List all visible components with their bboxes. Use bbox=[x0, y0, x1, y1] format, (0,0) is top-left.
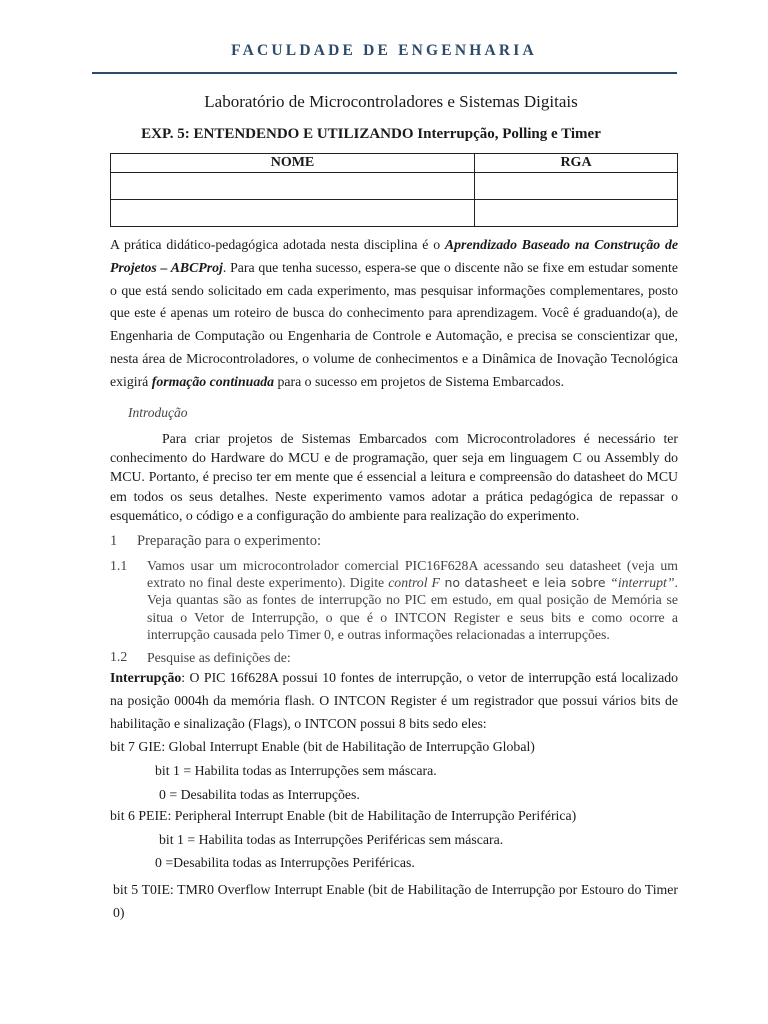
item-1-2-text: Pesquise as definições de: bbox=[147, 650, 291, 665]
bit-gie-line: bit 7 GIE: Global Interrupt Enable (bit de Habilitação de Interrupção Global) bbox=[110, 739, 535, 754]
bit-t0ie-line: bit 5 T0IE: TMR0 Overflow Interrupt Enable (bit de Habilitação de Interrupção por Estouro do Timer 0) bbox=[113, 882, 678, 920]
students-table bbox=[110, 153, 678, 227]
formacao-term: formação continuada bbox=[151, 373, 275, 389]
item-number: 1.2 bbox=[110, 649, 128, 664]
interrupcao-text: : O PIC 16f628A possui 10 fontes de interrupção, o vetor de interrupção está localizado na posição 0004h da memória flash. O INTCON Register é um registrador que possui vários bits de habilitação e sinalização (Flags), o INTCON possui 8 bits sedo eles: bbox=[110, 670, 678, 731]
item-1-1-text bbox=[147, 557, 678, 643]
name-cell[interactable] bbox=[111, 200, 475, 227]
item-text-part: Vamos usar um microcontrolador comercial PIC16F628A acessando seu datasheet (veja um extrato no final deste experimento). Digite bbox=[147, 558, 678, 591]
column-header-nome: NOME bbox=[111, 154, 475, 173]
section-number: 1 bbox=[110, 533, 118, 549]
table-row bbox=[111, 200, 678, 227]
lab-title: Laboratório de Microcontroladores e Sistemas Digitais bbox=[204, 92, 578, 111]
bit-peie-clear-line: 0 =Desabilita todas as Interrupções Periféricas. bbox=[155, 855, 415, 870]
intro-text: para o sucesso em projetos de Sistema Embarcados. bbox=[274, 373, 565, 389]
table-row bbox=[111, 173, 678, 200]
rga-cell[interactable] bbox=[475, 200, 678, 227]
bit-peie-line: bit 6 PEIE: Peripheral Interrupt Enable (bit de Habilitação de Interrupção Periférica) bbox=[110, 808, 577, 823]
item-text-part: . Veja quantas são as fontes de interrupção no PIC em estudo, em qual posição de Memória se situa o Vetor de Interrupção, o que é o INTCON Register e seus bits e como ocorre a interrupção causada pelo Timer 0, e outras informações relacionadas a interrupções. bbox=[147, 575, 678, 642]
item-number: 1.1 bbox=[110, 558, 128, 573]
intro-paragraph bbox=[110, 234, 678, 394]
intro-text: A prática didático-pedagógica adotada nesta disciplina é o bbox=[110, 237, 445, 252]
interrupcao-paragraph bbox=[110, 667, 678, 735]
table-header-row bbox=[111, 154, 678, 173]
item-text-part: no datasheet e leia sobre bbox=[439, 575, 611, 591]
name-cell[interactable] bbox=[111, 173, 475, 200]
institution-header: FACULDADE DE ENGENHARIA bbox=[231, 42, 537, 59]
column-header-rga: RGA bbox=[475, 154, 678, 173]
introducao-paragraph: Para criar projetos de Sistemas Embarcados com Microcontroladores é necessário ter conhecimento do Hardware do MCU e de programação, quer seja em linguagem C ou Assembly do MCU. Portanto, é preciso ter em mente que é essencial a leitura e compreensão do datasheet do MCU em todos os seus detalhes. Neste experimento vamos adotar a prática pedagógica de repassar o esquemático, o código e a configuração do ambiente para realização do experimento. bbox=[110, 431, 678, 523]
section-title: Preparação para o experimento: bbox=[137, 533, 321, 549]
bit-gie-clear-line: 0 = Desabilita todas as Interrupções. bbox=[159, 787, 360, 802]
section-heading bbox=[110, 533, 321, 550]
bit-gie-set-line: bit 1 = Habilita todas as Interrupções sem máscara. bbox=[155, 763, 437, 778]
rga-cell[interactable] bbox=[475, 173, 678, 200]
intro-text: . Para que tenha sucesso, espera-se que o discente não se fixe em estudar somente o que está sendo solicitado em cada experimento, mas pesquisar informações complementares, posto que este é apenas um roteiro de busca do conhecimento para aprendizagem. Você é graduando(a), de Engenharia de Computação ou Engenharia de Controle e Automação, e precisa se conscientizar que, nesta área de Microcontroladores, o volume de conhecimentos e a Dinâmica de Inovação Tecnológica exigirá bbox=[110, 259, 678, 389]
control-f-term: control F bbox=[388, 575, 440, 591]
bit-peie-set-line: bit 1 = Habilita todas as Interrupções Periféricas sem máscara. bbox=[159, 832, 504, 847]
header-divider bbox=[92, 72, 677, 74]
interrupt-term: “interrupt” bbox=[610, 575, 675, 591]
abcproj-term: Aprendizado Baseado na Construção de Projetos – ABCProj bbox=[110, 237, 678, 275]
interrupcao-label: Interrupção bbox=[110, 670, 182, 685]
introducao-heading: Introdução bbox=[128, 405, 188, 420]
experiment-title: EXP. 5: ENTENDENDO E UTILIZANDO Interrupção, Polling e Timer bbox=[141, 126, 601, 142]
